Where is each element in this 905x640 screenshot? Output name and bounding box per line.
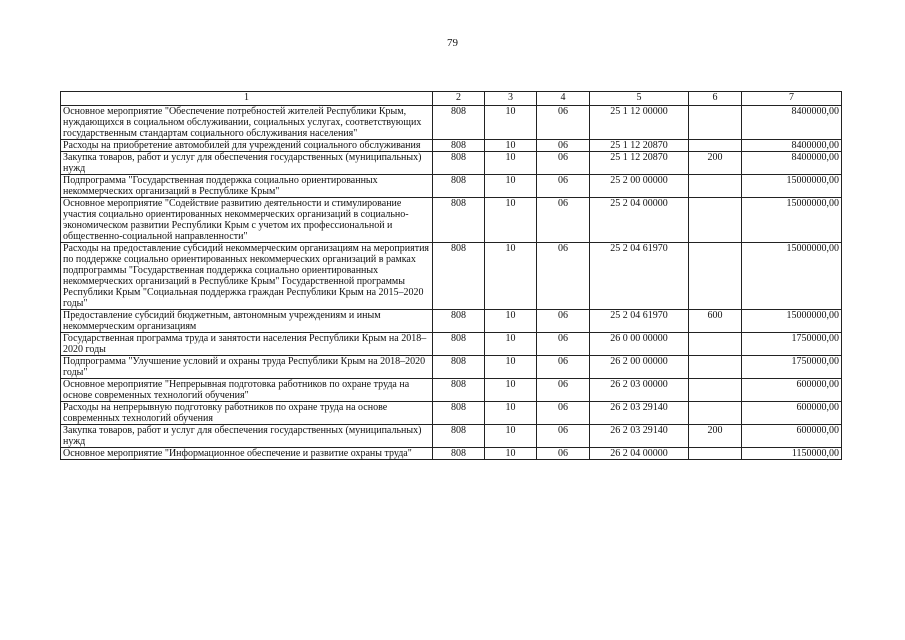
target-article-code: 26 2 03 29140 — [590, 402, 689, 425]
row-description: Закупка товаров, работ и услуг для обеспечения государственных (муниципальных) нужд — [61, 425, 433, 448]
row-description: Основное мероприятие "Обеспечение потребностей жителей Республики Крым, нуждающихся в социальном обслуживании, социальных услугах, соответствующих государственным стандартам социального обслуживания населения" — [61, 106, 433, 140]
col-header-4: 4 — [537, 92, 590, 106]
table-row — [61, 152, 842, 175]
col-header-7: 7 — [742, 92, 842, 106]
table-row — [61, 356, 842, 379]
target-article-code: 26 2 04 00000 — [590, 448, 689, 460]
amount: 600000,00 — [742, 425, 842, 448]
target-article-code: 26 0 00 00000 — [590, 333, 689, 356]
ministry-code: 808 — [433, 175, 485, 198]
row-description: Основное мероприятие "Непрерывная подготовка работников по охране труда на основе современных технологий обучения" — [61, 379, 433, 402]
table-row — [61, 425, 842, 448]
target-article-code: 25 1 12 20870 — [590, 140, 689, 152]
amount: 15000000,00 — [742, 310, 842, 333]
amount: 15000000,00 — [742, 175, 842, 198]
amount: 1150000,00 — [742, 448, 842, 460]
subsection-code: 06 — [537, 425, 590, 448]
col-header-1: 1 — [61, 92, 433, 106]
expense-type-code: 200 — [689, 425, 742, 448]
ministry-code: 808 — [433, 106, 485, 140]
row-description: Расходы на приобретение автомобилей для учреждений социального обслуживания — [61, 140, 433, 152]
section-code: 10 — [485, 243, 537, 310]
ministry-code: 808 — [433, 198, 485, 243]
target-article-code: 25 2 04 00000 — [590, 198, 689, 243]
ministry-code: 808 — [433, 402, 485, 425]
row-description: Государственная программа труда и занятости населения Республики Крым на 2018–2020 годы — [61, 333, 433, 356]
row-description: Предоставление субсидий бюджетным, автономным учреждениям и иным некоммерческим организациям — [61, 310, 433, 333]
subsection-code: 06 — [537, 333, 590, 356]
target-article-code: 25 1 12 20870 — [590, 152, 689, 175]
expense-type-code: 200 — [689, 152, 742, 175]
budget-table — [60, 91, 842, 460]
row-description: Основное мероприятие "Информационное обеспечение и развитие охраны труда" — [61, 448, 433, 460]
col-header-5: 5 — [590, 92, 689, 106]
section-code: 10 — [485, 106, 537, 140]
table-row — [61, 310, 842, 333]
table-row — [61, 379, 842, 402]
col-header-2: 2 — [433, 92, 485, 106]
expense-type-code — [689, 140, 742, 152]
expense-type-code — [689, 402, 742, 425]
ministry-code: 808 — [433, 243, 485, 310]
expense-type-code — [689, 175, 742, 198]
table-row — [61, 402, 842, 425]
ministry-code: 808 — [433, 356, 485, 379]
row-description: Основное мероприятие "Содействие развитию деятельности и стимулирование участия социально ориентированных некоммерческих организаций в социально-экономическом развитии Республики Крым с учетом их профессиональной и общественно-социальной направленности" — [61, 198, 433, 243]
section-code: 10 — [485, 448, 537, 460]
ministry-code: 808 — [433, 448, 485, 460]
expense-type-code — [689, 243, 742, 310]
subsection-code: 06 — [537, 140, 590, 152]
subsection-code: 06 — [537, 402, 590, 425]
amount: 8400000,00 — [742, 140, 842, 152]
table-row — [61, 243, 842, 310]
row-description: Закупка товаров, работ и услуг для обеспечения государственных (муниципальных) нужд — [61, 152, 433, 175]
row-description: Расходы на предоставление субсидий некоммерческим организациям на мероприятия по поддержке социально ориентированных некоммерческих организаций в рамках подпрограммы "Государственная поддержка социально ориентированных некоммерческих организаций в Республике Крым" Государственной программы Республики Крым "Социальная поддержка граждан Республики Крым на 2015–2020 годы" — [61, 243, 433, 310]
section-code: 10 — [485, 356, 537, 379]
section-code: 10 — [485, 402, 537, 425]
expense-type-code: 600 — [689, 310, 742, 333]
section-code: 10 — [485, 310, 537, 333]
section-code: 10 — [485, 379, 537, 402]
section-code: 10 — [485, 152, 537, 175]
section-code: 10 — [485, 333, 537, 356]
amount: 15000000,00 — [742, 243, 842, 310]
ministry-code: 808 — [433, 310, 485, 333]
table-row — [61, 198, 842, 243]
section-code: 10 — [485, 175, 537, 198]
table-row — [61, 106, 842, 140]
target-article-code: 26 2 00 00000 — [590, 356, 689, 379]
target-article-code: 25 1 12 00000 — [590, 106, 689, 140]
expense-type-code — [689, 356, 742, 379]
row-description: Подпрограмма "Государственная поддержка социально ориентированных некоммерческих организаций в Республике Крым" — [61, 175, 433, 198]
subsection-code: 06 — [537, 175, 590, 198]
page-number: 79 — [447, 37, 458, 49]
section-code: 10 — [485, 425, 537, 448]
amount: 1750000,00 — [742, 356, 842, 379]
row-description: Расходы на непрерывную подготовку работников по охране труда на основе современных технологий обучения — [61, 402, 433, 425]
expense-type-code — [689, 106, 742, 140]
amount: 15000000,00 — [742, 198, 842, 243]
amount: 600000,00 — [742, 402, 842, 425]
target-article-code: 26 2 03 29140 — [590, 425, 689, 448]
subsection-code: 06 — [537, 243, 590, 310]
expense-type-code — [689, 448, 742, 460]
table-row — [61, 448, 842, 460]
ministry-code: 808 — [433, 152, 485, 175]
subsection-code: 06 — [537, 106, 590, 140]
section-code: 10 — [485, 140, 537, 152]
ministry-code: 808 — [433, 379, 485, 402]
table-row — [61, 140, 842, 152]
amount: 600000,00 — [742, 379, 842, 402]
subsection-code: 06 — [537, 152, 590, 175]
subsection-code: 06 — [537, 310, 590, 333]
ministry-code: 808 — [433, 333, 485, 356]
subsection-code: 06 — [537, 448, 590, 460]
table-header-row — [61, 92, 842, 106]
table-row — [61, 175, 842, 198]
ministry-code: 808 — [433, 140, 485, 152]
expense-type-code — [689, 379, 742, 402]
table-row — [61, 333, 842, 356]
target-article-code: 25 2 04 61970 — [590, 310, 689, 333]
subsection-code: 06 — [537, 198, 590, 243]
section-code: 10 — [485, 198, 537, 243]
amount: 8400000,00 — [742, 152, 842, 175]
subsection-code: 06 — [537, 356, 590, 379]
target-article-code: 25 2 04 61970 — [590, 243, 689, 310]
row-description: Подпрограмма "Улучшение условий и охраны труда Республики Крым на 2018–2020 годы" — [61, 356, 433, 379]
subsection-code: 06 — [537, 379, 590, 402]
ministry-code: 808 — [433, 425, 485, 448]
col-header-6: 6 — [689, 92, 742, 106]
col-header-3: 3 — [485, 92, 537, 106]
amount: 1750000,00 — [742, 333, 842, 356]
expense-type-code — [689, 333, 742, 356]
expense-type-code — [689, 198, 742, 243]
target-article-code: 25 2 00 00000 — [590, 175, 689, 198]
target-article-code: 26 2 03 00000 — [590, 379, 689, 402]
amount: 8400000,00 — [742, 106, 842, 140]
